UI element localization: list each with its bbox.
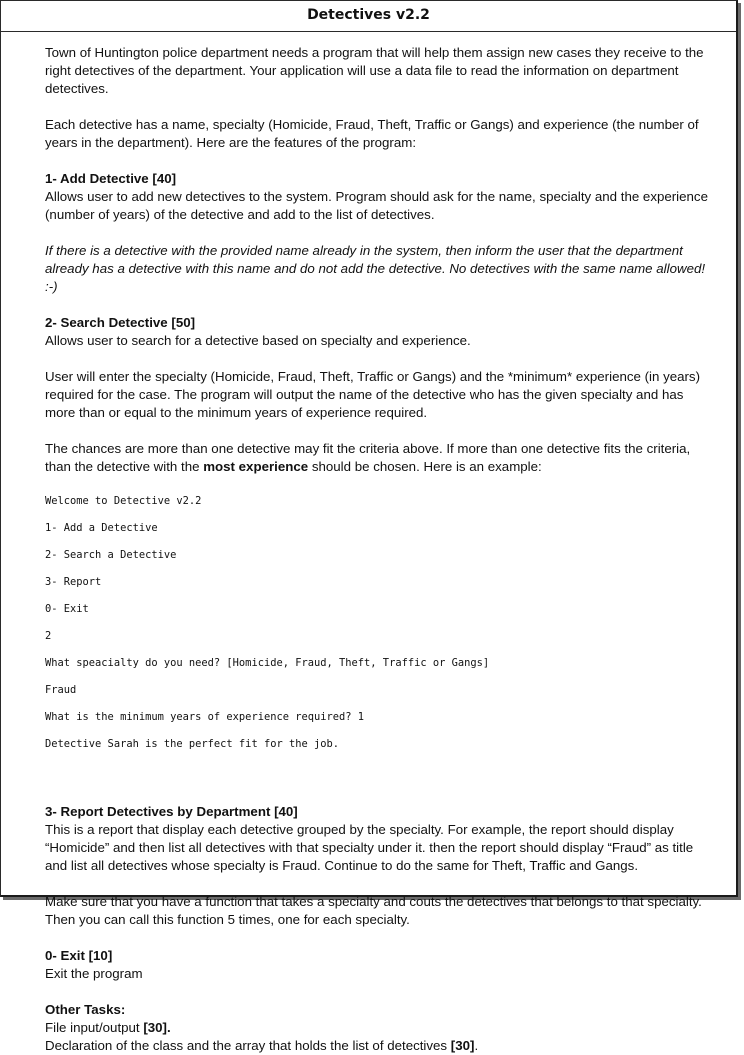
section-search-body3 [45, 440, 712, 476]
console-example [45, 479, 712, 767]
section-report-heading: 3- Report Detectives by Department [40] [45, 804, 298, 819]
section-search-heading: 2- Search Detective [50] [45, 315, 196, 330]
console-line: Welcome to Detective v2.2 [45, 495, 202, 507]
console-line: What is the minimum years of experience required? 1 [45, 711, 365, 723]
other-task-file-io [45, 1019, 712, 1037]
document-title: Detectives v2.2 [1, 1, 736, 32]
console-line: 3- Report [45, 576, 102, 588]
section-search-body2: User will enter the specialty (Homicide, Fraud, Theft, Traffic or Gangs) and the *minimum* experience (in years) required for the case. The program will output the name of the detective who has the given specialty and has more than or equal to the minimum years of experience required. [45, 369, 701, 420]
console-line: Detective Sarah is the perfect fit for the job. [45, 738, 340, 750]
section-add-note: If there is a detective with the provided name already in the system, then inform the user that the department already has a detective with this name and do not add the detective. No detectives with the same name allowed! :-) [45, 243, 706, 294]
description-paragraph: Each detective has a name, specialty (Homicide, Fraud, Theft, Traffic or Gangs) and experience (the number of years in the department). Here are the features of the program: [45, 117, 699, 150]
body3-text-c: should be chosen. Here is an example: [308, 459, 542, 474]
other-tasks-heading: Other Tasks: [45, 1002, 126, 1017]
section-search-body: Allows user to search for a detective based on specialty and experience. [45, 333, 471, 348]
console-line: 2- Search a Detective [45, 549, 177, 561]
console-line: 2 [45, 630, 52, 642]
section-add-body: Allows user to add new detectives to the system. Program should ask for the name, specialty and the experience (number of years) of the detective and add to the list of detectives. [45, 189, 708, 222]
other-task-file-io-text: File input/output [45, 1020, 144, 1035]
other-task-file-io-points: [30]. [143, 1020, 171, 1035]
other-task-class-text: Declaration of the class and the array that holds the list of detectives [45, 1038, 451, 1053]
body3-text-a: The chances are more than one detective may fit the criteria above. If more than one detective fits the criteria, than the detective with the [45, 441, 691, 474]
console-line: 0- Exit [45, 603, 89, 615]
console-line: Fraud [45, 684, 77, 696]
other-task-class-points: [30] [450, 1038, 475, 1053]
other-task-class [45, 1037, 712, 1055]
body3-emphasis: most experience [203, 459, 309, 474]
document-body [1, 32, 736, 1055]
other-task-class-period: . [474, 1038, 479, 1053]
section-exit-heading: 0- Exit [10] [45, 948, 113, 963]
console-line: 1- Add a Detective [45, 522, 158, 534]
section-report-body: This is a report that display each detective grouped by the specialty. For example, the report should display “Homicide” and then list all detectives with that specialty under it. then the report should display “Fraud” as title and list all detectives whose specialty is Fraud. Continue to do the same for Theft, Traffic and Gangs. [45, 822, 694, 873]
intro-paragraph: Town of Huntington police department needs a program that will help them assign new cases they receive to the right detectives of the department. Your application will use a data file to read the information on department detectives. [45, 45, 704, 96]
console-line: What speacialty do you need? [Homicide, Fraud, Theft, Traffic or Gangs] [45, 657, 490, 669]
section-exit-body: Exit the program [45, 966, 143, 981]
section-report-body2: Make sure that you have a function that takes a specialty and couts the detectives that belongs to that specialty. Then you can call this function 5 times, one for each specialty. [45, 894, 702, 927]
section-add-heading: 1- Add Detective [40] [45, 171, 177, 186]
